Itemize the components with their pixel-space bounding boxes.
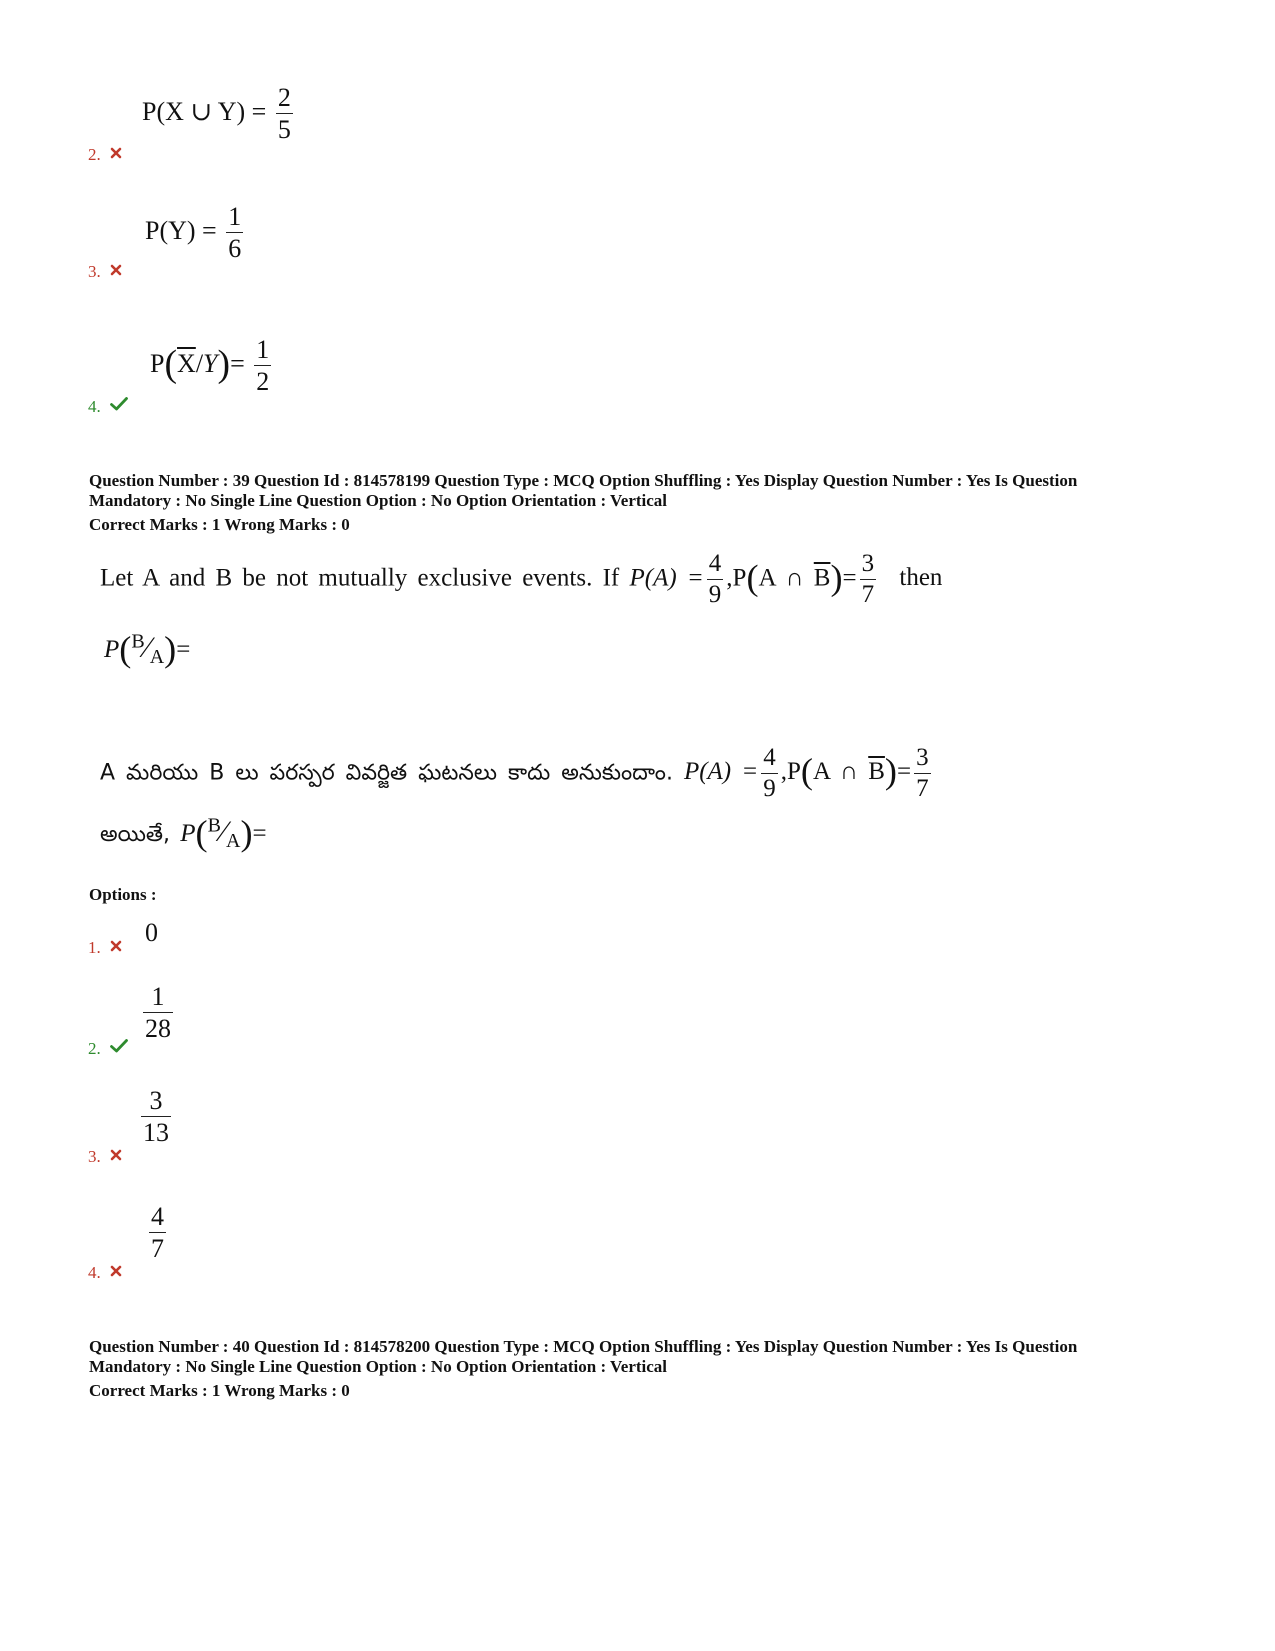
q39-telugu-line1: A మరియు B లు పరస్పర వివర్జిత ఘటనలు కాదు అనుకుందాం. P(A) = $\frac{4}{9}$ ,P(A ∩ $\overline{B})=$ $\frac{3}{7}$ (100, 744, 929, 803)
q39-option-2-fraction: $\frac{1}{28}$ (145, 982, 171, 1044)
q39-options-label: Options : (89, 885, 157, 904)
prev-option-2-expression (142, 84, 296, 144)
prev-option-3-expression (145, 203, 246, 263)
q39-option-4-fraction: $\frac{4}{7}$ (151, 1202, 164, 1264)
q39-telugu-ask: అయితే, $P(^B⁄_A)=$ (100, 813, 267, 853)
q39-option-1-value: 0 (145, 918, 158, 947)
q40-meta (89, 1337, 1199, 1377)
prev-option-2-fraction: $\frac{2}{5}$ (277, 83, 291, 145)
q39-telugu-text: A మరియు B లు పరస్పర వివర్జిత ఘటనలు కాదు అనుకుందాం. (100, 760, 673, 786)
q40-meta-line1: Question Number : 40 Question Id : 814578200 Question Type : MCQ Option Shuffling : Yes Display Question Number : Yes Is Question (89, 1337, 1078, 1356)
q39-english-line1: Let A and B be not mutually exclusive events. If P(A) = $\frac{4}{9}$ ,P(A ∩ $\overline{B})=$ $\frac{3}{7}$ then (100, 550, 943, 609)
q39-meta-line2: Mandatory : No Single Line Question Option : No Option Orientation : Vertical (89, 491, 668, 510)
prev-option-3-lhs: P(Y) = (145, 215, 217, 245)
prev-option-3-fraction: $\frac{1}{6}$ (228, 202, 242, 264)
q39-option-4-label: 4. (88, 1264, 122, 1283)
q39-option-1-label: 1. (88, 939, 122, 958)
q39-option-3-fraction: $\frac{3}{13}$ (143, 1086, 169, 1148)
prev-option-4-expression: $P(\overline{X}/Y)=$ $\frac{1}{2}$ (150, 335, 270, 397)
prev-option-2-lhs: P(X ∪ Y) = (142, 96, 267, 126)
cross-icon (110, 938, 122, 955)
cross-icon (110, 145, 122, 162)
prev-option-3-label: 3. (88, 263, 122, 282)
q39-meta (89, 471, 1199, 511)
q40-meta-line2: Mandatory : No Single Line Question Option : No Option Orientation : Vertical (89, 1357, 668, 1376)
q39-english-text: Let A and B be not mutually exclusive events. If (100, 564, 620, 592)
prev-option-2-label: 2. (88, 146, 122, 165)
cross-icon (110, 262, 122, 279)
cross-icon (110, 1147, 122, 1164)
prev-option-4-fraction: $\frac{1}{2}$ (256, 335, 270, 397)
q39-option-3-label: 3. (88, 1148, 122, 1167)
q39-meta-line1: Question Number : 39 Question Id : 814578199 Question Type : MCQ Option Shuffling : Yes Display Question Number : Yes Is Question (89, 471, 1078, 490)
cross-icon (110, 1263, 122, 1280)
q39-marks: Correct Marks : 1 Wrong Marks : 0 (89, 515, 350, 534)
check-icon (110, 397, 128, 414)
q39-english-ask: $P(^B⁄_A)=$ (104, 629, 191, 669)
prev-option-4-label: 4. (88, 398, 128, 417)
check-icon (110, 1039, 128, 1056)
q39-option-2-label: 2. (88, 1040, 128, 1059)
q40-marks: Correct Marks : 1 Wrong Marks : 0 (89, 1381, 350, 1400)
